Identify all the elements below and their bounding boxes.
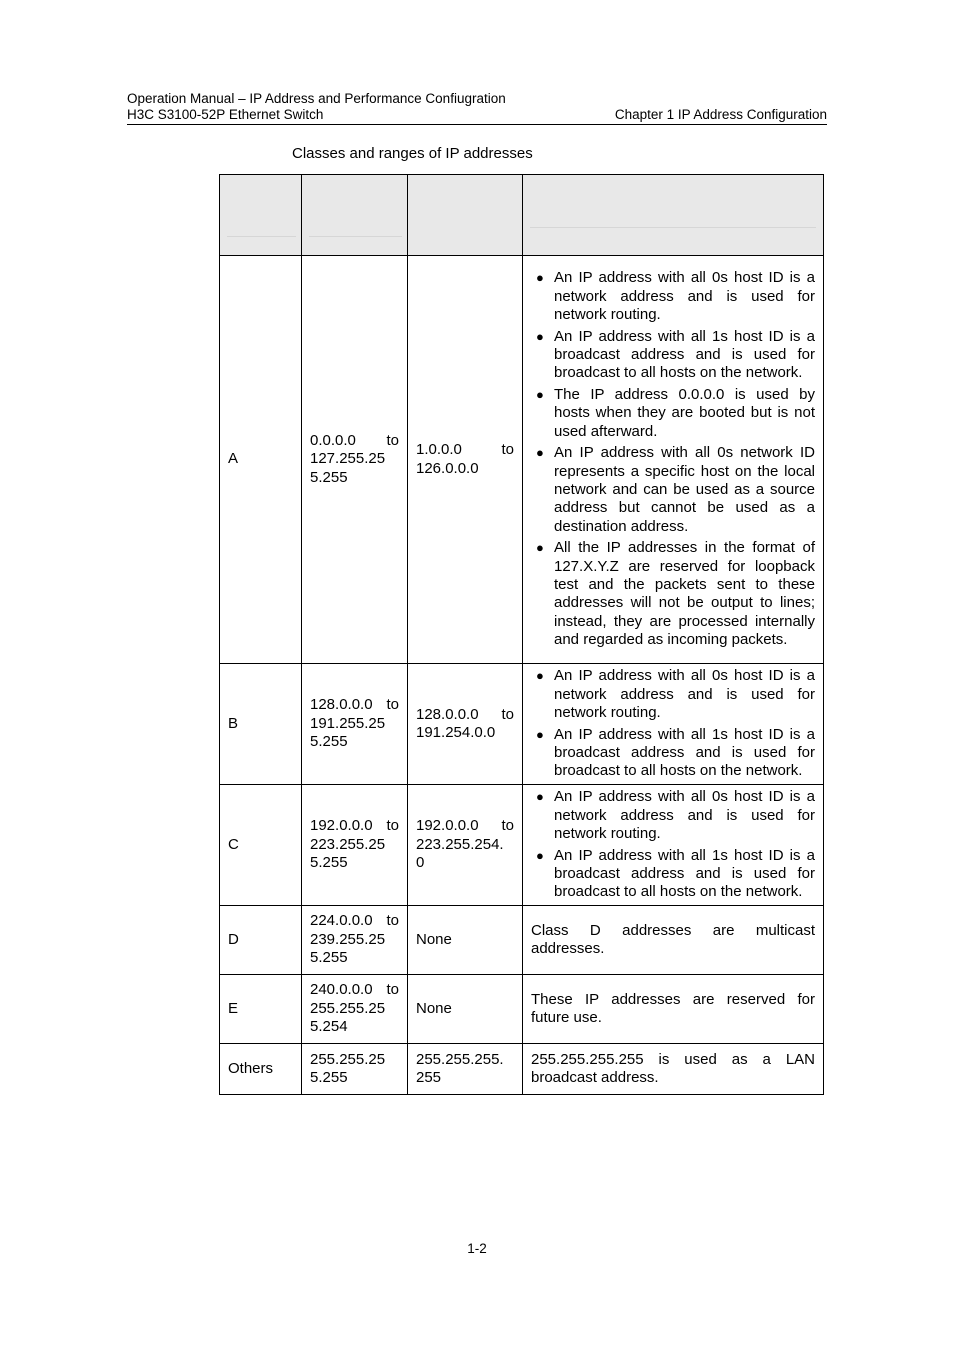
range-line: 5.255 [310, 733, 348, 751]
hosts-line: 128.0.0.0 to [416, 705, 514, 723]
remark-text: An IP address with all 0s host ID is a network address and is used for network routing. [554, 269, 815, 324]
range-line: 224.0.0.0 to [310, 912, 399, 930]
range-line: 127.255.25 [310, 450, 386, 468]
header-rule [127, 124, 827, 125]
list-item [531, 539, 815, 649]
remark-text: An IP address with all 1s host ID is a broadcast address and is used for broadcast to all hosts on the network. [554, 327, 815, 382]
bullet-icon: ● [536, 789, 544, 805]
table-row [220, 1044, 824, 1095]
remark-text: Class D addresses are multicast addresses. [531, 921, 815, 957]
list-item [531, 269, 815, 324]
page-header [127, 91, 827, 123]
table-row [220, 906, 824, 975]
hosts-line: 255.255.255. [416, 1050, 504, 1068]
list-item [531, 726, 815, 781]
table-header-row [220, 175, 824, 256]
bullet-icon: ● [536, 270, 544, 286]
hosts-line: 191.254.0.0 [416, 724, 496, 741]
bullet-icon: ● [536, 668, 544, 684]
hosts-line: None [416, 999, 452, 1017]
bullet-icon: ● [536, 726, 544, 742]
table-row [220, 256, 824, 664]
bullet-icon: ● [536, 847, 544, 863]
remarks-list [531, 788, 815, 901]
range-line: 255.255.25 [310, 999, 386, 1017]
bullet-icon: ● [536, 540, 544, 556]
remarks-cell [523, 664, 824, 785]
list-item [531, 444, 815, 536]
range-line: 192.0.0.0 to [310, 817, 399, 835]
list-item [531, 788, 815, 843]
remark-text: An IP address with all 0s host ID is a network address and is used for network routing. [554, 667, 815, 722]
hosts-line: 1.0.0.0 to [416, 441, 514, 459]
range-cell [302, 1044, 408, 1095]
header-cell-hosts [408, 175, 523, 256]
ip-class-table [219, 174, 824, 1095]
range-line: 5.255 [310, 949, 348, 967]
list-item [531, 386, 815, 441]
manual-title: Operation Manual – IP Address and Performance Confiugration [127, 91, 506, 106]
remarks-list [531, 269, 815, 649]
class-cell: Others [220, 1044, 302, 1095]
range-line: 5.255 [310, 468, 348, 486]
range-line: 255.255.25 [310, 1050, 386, 1068]
range-line: 240.0.0.0 to [310, 981, 399, 999]
range-line: 128.0.0.0 to [310, 696, 399, 714]
remarks-cell [523, 975, 824, 1044]
remark-text: An IP address with all 0s network ID represents a specific host on the local network and can be used as a source address but cannot be used as a destination address. [554, 444, 815, 535]
remarks-cell [523, 906, 824, 975]
hosts-cell [408, 256, 523, 664]
list-item [531, 847, 815, 902]
range-line: 223.255.25 [310, 835, 386, 853]
hosts-line: 192.0.0.0 to [416, 817, 514, 835]
remark-text: An IP address with all 1s host ID is a broadcast address and is used for broadcast to all hosts on the network. [554, 725, 815, 780]
class-cell: D [220, 906, 302, 975]
class-cell: C [220, 785, 302, 906]
range-line: 239.255.25 [310, 930, 386, 948]
range-cell [302, 975, 408, 1044]
range-line: 191.255.25 [310, 714, 386, 732]
hosts-cell [408, 1044, 523, 1095]
hosts-cell [408, 975, 523, 1044]
remark-text: An IP address with all 1s host ID is a broadcast address and is used for broadcast to all hosts on the network. [554, 846, 815, 901]
hosts-line: 126.0.0.0 [416, 459, 479, 477]
remarks-list [531, 667, 815, 780]
remark-text: The IP address 0.0.0.0 is used by hosts when they are booted but is not used afterward. [554, 385, 815, 440]
hosts-line: None [416, 930, 452, 948]
class-cell: B [220, 664, 302, 785]
range-line: 5.254 [310, 1018, 348, 1036]
table-row [220, 785, 824, 906]
table-row [220, 664, 824, 785]
range-cell [302, 906, 408, 975]
range-line: 5.255 [310, 1069, 348, 1086]
range-line: 0.0.0.0 to [310, 431, 399, 449]
page-number: 1-2 [467, 1241, 487, 1256]
remarks-cell [523, 256, 824, 664]
header-cell-range [302, 175, 408, 256]
list-item [531, 667, 815, 722]
remark-text: 255.255.255.255 is used as a LAN broadcast address. [531, 1050, 815, 1086]
header-cell-remarks [523, 175, 824, 256]
header-cell-class [220, 175, 302, 256]
product-name: H3C S3100-52P Ethernet Switch [127, 107, 324, 122]
remark-text: All the IP addresses in the format of 127.X.Y.Z are reserved for loopback test and the packets sent to these addresses will not be output to lines; instead, they are processed internally and regarded as incoming packets. [554, 539, 815, 649]
hosts-line: 255 [416, 1069, 442, 1086]
range-line: 5.255 [310, 854, 348, 872]
hosts-line: 0 [416, 854, 425, 872]
bullet-icon: ● [536, 445, 544, 461]
hosts-cell [408, 785, 523, 906]
range-cell [302, 256, 408, 664]
remark-text: An IP address with all 0s host ID is a network address and is used for network routing. [554, 788, 815, 843]
chapter-title: Chapter 1 IP Address Configuration [614, 107, 827, 122]
hosts-cell [408, 664, 523, 785]
list-item [531, 328, 815, 383]
remarks-cell [523, 785, 824, 906]
range-cell [302, 785, 408, 906]
class-cell: A [220, 256, 302, 664]
remarks-cell [523, 1044, 824, 1095]
table-caption: Classes and ranges of IP addresses [292, 145, 533, 162]
range-cell [302, 664, 408, 785]
hosts-line: 223.255.254. [416, 835, 504, 853]
remark-text: These IP addresses are reserved for future use. [531, 990, 815, 1026]
table-row [220, 975, 824, 1044]
class-cell: E [220, 975, 302, 1044]
bullet-icon: ● [536, 386, 544, 402]
bullet-icon: ● [536, 328, 544, 344]
hosts-cell [408, 906, 523, 975]
